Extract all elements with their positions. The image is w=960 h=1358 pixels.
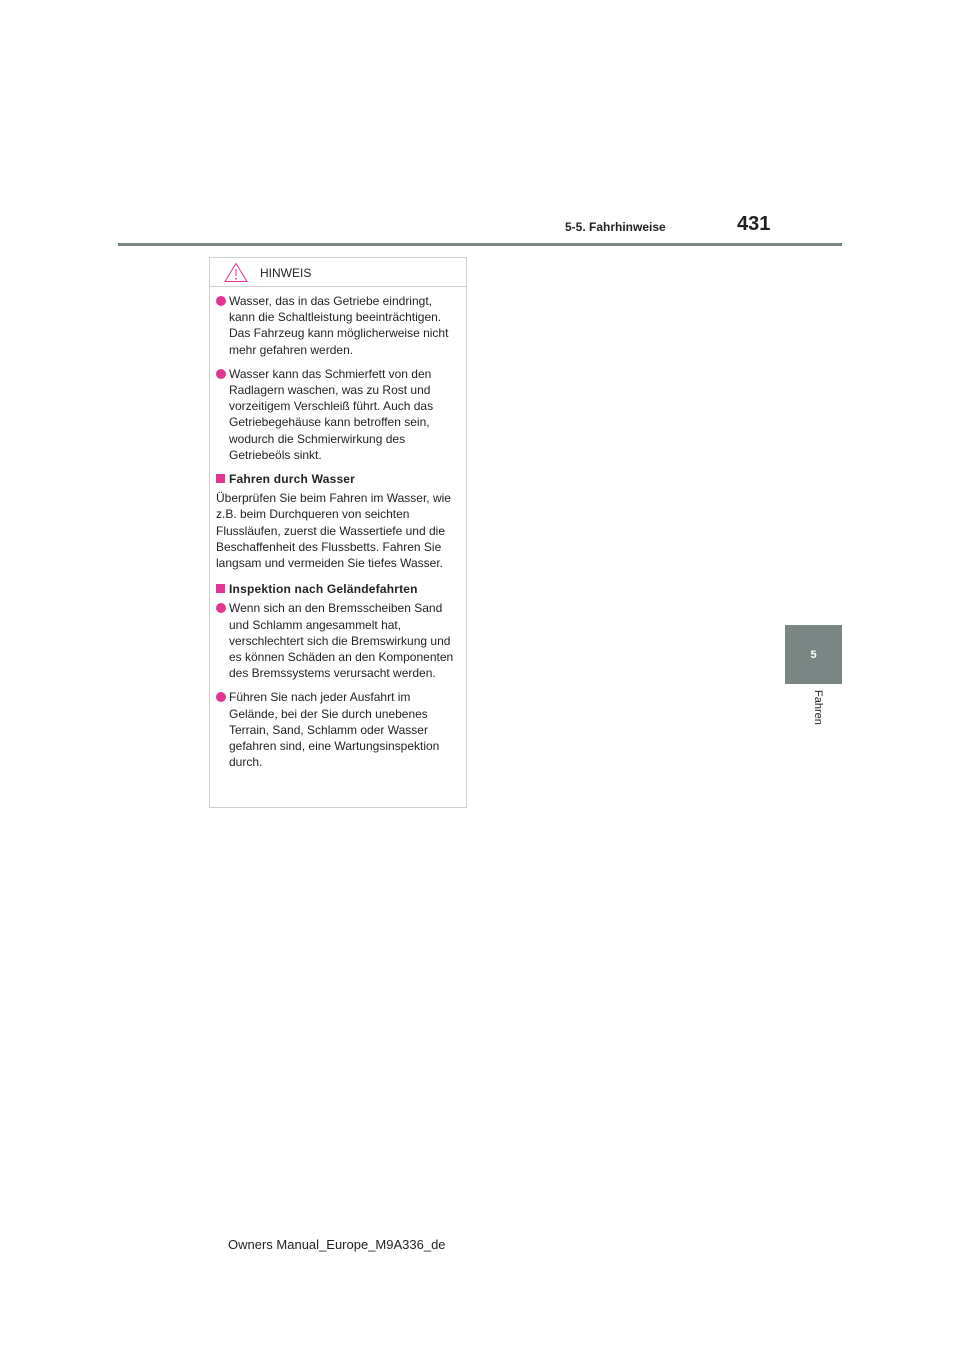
page-number: 431 — [737, 213, 771, 235]
notice-header — [210, 258, 466, 287]
section-heading — [216, 581, 456, 597]
footer-text: Owners Manual_Europe_M9A336_de — [228, 1237, 446, 1252]
pink-dot-icon — [216, 296, 226, 306]
list-item — [216, 366, 456, 463]
notice-box — [209, 257, 467, 808]
list-item-text: Wasser kann das Schmierfett von den Radlagern waschen, was zu Rost und vorzeitigem Verschleiß führt. Auch das Getriebegehäuse kann betroffen sein, wodurch die Schmierwirkung des Getriebeöls sinkt. — [229, 366, 434, 462]
section-heading-text: Fahren durch Wasser — [229, 472, 356, 487]
section-heading-text: Inspektion nach Geländefahrten — [229, 582, 418, 597]
section-paragraph: Überprüfen Sie beim Fahren im Wasser, wie z.B. beim Durchqueren von seichten Flussläufen, zuerst die Wassertiefe und die Beschaffenheit des Flussbetts. Fahren Sie langsam und vermeiden Sie tiefes Wasser. — [216, 491, 451, 571]
chapter-label: Fahren — [812, 690, 824, 725]
pink-dot-icon — [216, 369, 226, 379]
pink-square-icon — [216, 474, 225, 483]
warning-triangle-icon — [224, 262, 248, 283]
list-item — [216, 689, 456, 770]
pink-dot-icon — [216, 603, 226, 613]
pink-square-icon — [216, 584, 225, 593]
section-title: 5-5. Fahrhinweise — [565, 220, 666, 234]
list-item-text: Wasser, das in das Getriebe eindringt, kann die Schaltleistung beeinträchtigen. Das Fahrzeug kann möglicherweise nicht mehr gefahren werden. — [229, 294, 449, 357]
list-item-text: Wenn sich an den Bremsscheiben Sand und Schlamm angesammelt hat, verschlechtert sich die Bremswirkung und es können Schäden an den Komponenten des Bremssystems verursacht werden. — [229, 601, 454, 681]
notice-title: HINWEIS — [260, 266, 312, 280]
list-item-text: Führen Sie nach jeder Ausfahrt im Gelände, bei der Sie durch unebenes Terrain, Sand, Schlamm oder Wasser gefahren sind, eine Wartungsinspektion durch. — [229, 690, 440, 770]
chapter-tab[interactable] — [785, 625, 842, 684]
list-item — [216, 293, 456, 358]
pink-dot-icon — [216, 692, 226, 702]
header-divider — [118, 243, 842, 246]
list-item — [216, 600, 456, 681]
section-heading — [216, 471, 456, 487]
chapter-number: 5 — [810, 648, 817, 661]
notice-body — [210, 287, 466, 770]
